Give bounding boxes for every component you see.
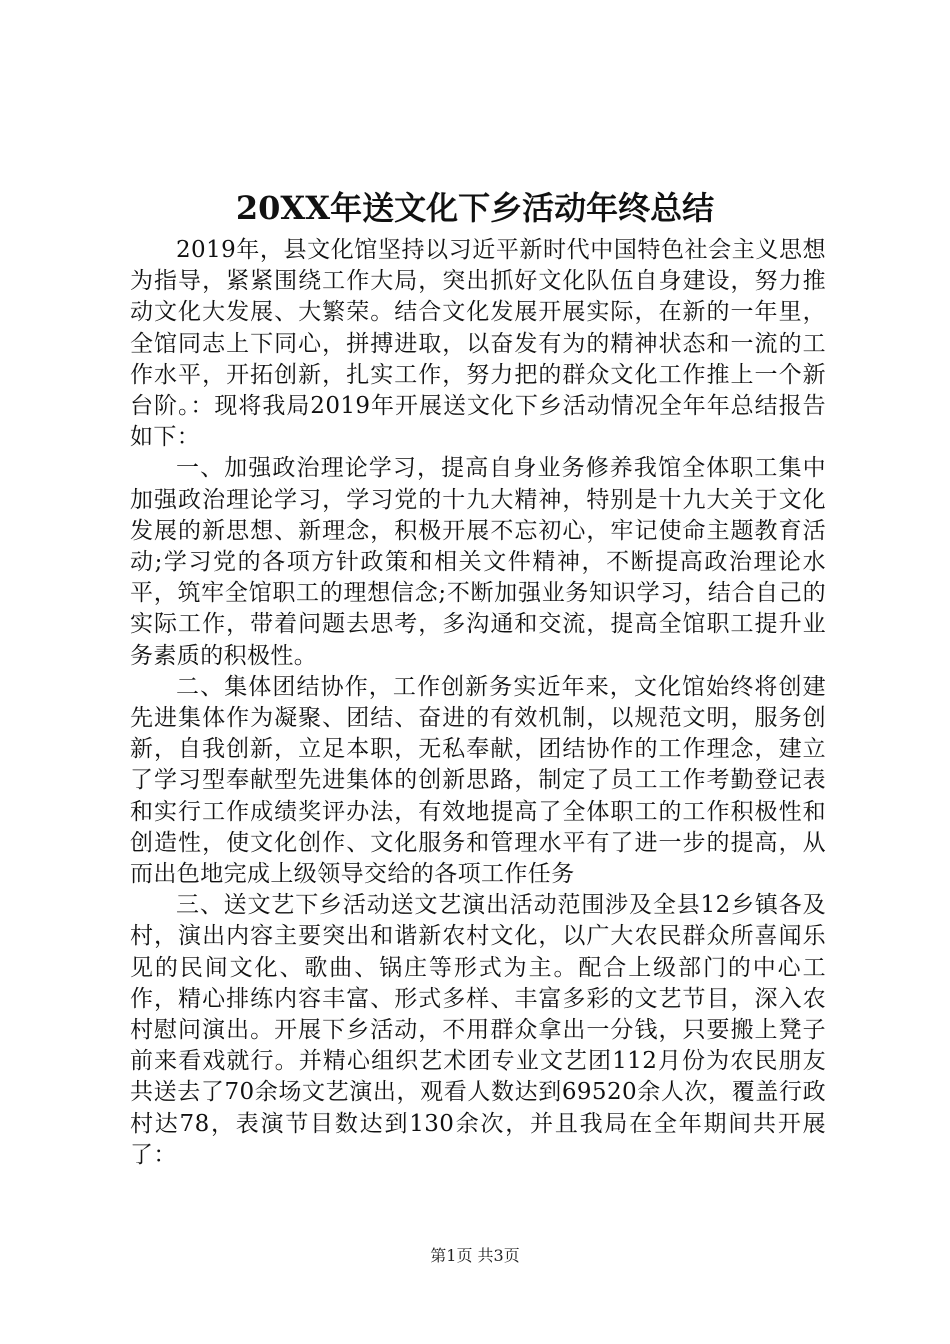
paragraph-section-3: 三、送文艺下乡活动送文艺演出活动范围涉及全县12乡镇各及村，演出内容主要突出和谐新农村文化，以广大农民群众所喜闻乐见的民间文化、歌曲、锅庄等形式为主。配合上级部门的中心工作，精心排练内容丰富、形式多样、丰富多彩的文艺节目，深入农村慰问演出。开展下乡活动，不用群众拿出一分钱，只要搬上凳子前来看戏就行。并精心组织艺术团专业文艺团112月份为农民朋友共送去了70余场文艺演出，观看人数达到69520余人次，覆盖行政村达78，表演节目数达到130余次，并且我局在全年期间共开展了：	[130, 892, 826, 1168]
document-body	[130, 235, 826, 1171]
page-number-footer: 第1页 共3页	[430, 1246, 520, 1265]
paragraph-section-1: 一、加强政治理论学习，提高自身业务修养我馆全体职工集中加强政治理论学习，学习党的十九大精神，特别是十九大关于文化发展的新思想、新理念，积极开展不忘初心，牢记使命主题教育活动;学习党的各项方针政策和相关文件精神，不断提高政治理论水平，筑牢全馆职工的理想信念;不断加强业务知识学习，结合自己的实际工作，带着问题去思考，多沟通和交流，提高全馆职工提升业务素质的积极性。	[130, 455, 826, 669]
paragraph-section-2: 二、集体团结协作，工作创新务实近年来，文化馆始终将创建先进集体作为凝聚、团结、奋进的有效机制，以规范文明，服务创新，自我创新，立足本职，无私奉献，团结协作的工作理念，建立了学习型奉献型先进集体的创新思路，制定了员工工作考勤登记表和实行工作成绩奖评办法，有效地提高了全体职工的工作积极性和创造性，使文化创作、文化服务和管理水平有了进一步的提高，从而出色地完成上级领导交给的各项工作任务	[130, 673, 826, 888]
document-title: 20XX年送文化下乡活动年终总结	[235, 189, 715, 227]
paragraph-intro: 2019年，县文化馆坚持以习近平新时代中国特色社会主义思想为指导，紧紧围绕工作大局，突出抓好文化队伍自身建设，努力推动文化大发展、大繁荣。结合文化发展开展实际，在新的一年里，全馆同志上下同心，拼搏进取，以奋发有为的精神状态和一流的工作水平，开拓创新，扎实工作，努力把的群众文化工作推上一个新台阶。：现将我局2019年开展送文化下乡活动情况全年年总结报告如下：	[130, 237, 826, 451]
